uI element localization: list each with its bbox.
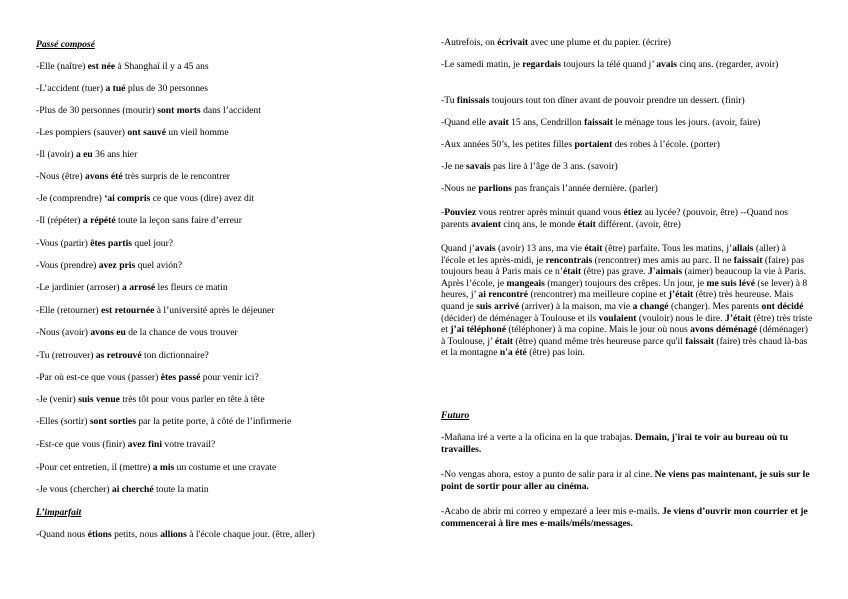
exercise-line (36, 149, 137, 160)
text-segment: (être) pas loin. (526, 347, 585, 359)
answer-text: allais (732, 243, 754, 254)
answer-text: allions (160, 529, 187, 540)
text-segment: -Elle (naître) (36, 61, 88, 72)
answer-text: était (563, 266, 582, 278)
text-segment: ton dictionnaire? (141, 350, 209, 361)
answer-text: étions (87, 529, 112, 540)
answer-text: a changé (632, 300, 669, 312)
text-segment: -Il (avoir) (36, 149, 76, 160)
answer-text: sont morts (157, 105, 201, 116)
exercise-line (441, 117, 813, 129)
answer-text: regardais (522, 59, 561, 70)
answer-text: ‘ai compris (104, 193, 151, 204)
text-segment: (être) quand même très heureuse parce qu'il (513, 335, 686, 347)
answer-text: j’ai téléphoné (450, 324, 507, 336)
exercise-line (36, 462, 276, 473)
text-segment: (rencontrer) mes amis au parc. Il ne (592, 254, 734, 266)
text-segment: -Acabo de abrir mi correo y empezaré a leer mis e-mails. (441, 506, 663, 517)
answer-text: Je viens d’ouvrir mon courrier et je commencerai à lire mes e-mails/méls/messages. (441, 506, 808, 529)
answer-text: parlions (478, 183, 512, 194)
text-segment: -Nous (être) (36, 171, 86, 182)
text-segment: (être) très heureuse. Mais quand je (441, 289, 794, 312)
text-segment: cinq ans. (regarder, avoir) (677, 59, 779, 70)
text-segment: (changer). Mes parents (668, 300, 762, 312)
text-segment: (vouloir) nous le dire. (636, 312, 725, 324)
answer-text: a mis (152, 462, 175, 473)
answer-text: avons été (85, 171, 123, 182)
text-segment: -Est-ce que vous (finir) (36, 439, 128, 450)
text-segment: quel avión? (135, 260, 183, 271)
text-segment: -Tu (441, 95, 457, 106)
answer-text: a répété (82, 215, 116, 226)
text-segment: -Elles (sortir) (36, 416, 90, 427)
text-segment: -Nous (avoir) (36, 327, 91, 338)
exercise-line (441, 59, 813, 71)
exercise-line (36, 529, 315, 540)
exercise-line (36, 260, 182, 271)
text-segment: au lycée? (pouvoir, être) --Quand nos parents (441, 207, 789, 230)
text-segment: à l’université après le déjeuner (154, 305, 275, 316)
exercise-line (36, 372, 259, 383)
answer-text: était (494, 335, 513, 347)
exercise-line (36, 350, 209, 361)
answer-text: J’était (724, 312, 752, 324)
exercise-line (36, 61, 209, 72)
text-segment: -Par où est-ce que vous (passer) (36, 372, 161, 383)
answer-text: ont décidé (761, 300, 804, 312)
text-segment: Quand j’ (441, 243, 475, 254)
exercise-line (36, 83, 208, 94)
answer-text: êtes partis (90, 238, 133, 249)
text-segment: très tôt pour vous parler en tête à tête (119, 394, 265, 405)
answer-text: me suis lévé (706, 277, 756, 289)
answer-text: J'aimais (648, 266, 683, 278)
answer-text: j’était (668, 289, 694, 301)
answer-text: ai rencontré (478, 289, 529, 301)
exercise-line (441, 139, 813, 151)
text-segment: 15 ans, Cendrillon (508, 117, 585, 128)
answer-text: faissait (733, 254, 763, 266)
answer-text: avait (488, 117, 509, 128)
text-segment: (aller) à l'école et les après-midi, je (441, 243, 787, 266)
text-segment: un costume et une cravate (174, 462, 277, 473)
text-segment: (déménager) à Toulouse, j’ (441, 324, 808, 347)
exercise-line (36, 394, 265, 405)
text-segment: (aimer) beaucoup la vie à Paris. Après l’école, je (441, 266, 807, 289)
answer-text: avais (474, 243, 496, 254)
text-segment: (manger) toujours des crêpes. Un jour, je (544, 277, 707, 289)
section-heading (36, 39, 95, 50)
text-segment: toute la matin (153, 484, 209, 495)
exercise-line (36, 105, 261, 116)
answer-text: écrivait (497, 37, 529, 48)
text-segment: -No vengas ahora, estoy a punto de salir para ir al cine. (441, 469, 655, 480)
exercise-line (36, 282, 228, 293)
exercise-line (441, 37, 813, 49)
text-segment: ce que vous (dire) avez dit (150, 193, 255, 204)
exercise-line (441, 207, 813, 230)
answer-text: avais (656, 59, 677, 70)
text-segment: de la chance de vous trouver (125, 327, 238, 338)
exercise-line (36, 171, 230, 182)
answer-text: a tué (105, 83, 126, 94)
answer-text: portaient (574, 139, 613, 150)
text-segment: (décider) de déménager à Toulouse et ils (441, 312, 599, 324)
answer-text: rencontrais (545, 254, 593, 266)
text-segment: -Le jardinier (arroser) (36, 282, 123, 293)
answer-text: a eu (75, 149, 93, 160)
exercise-line (36, 416, 291, 427)
answer-text: était (577, 218, 596, 230)
text-segment: (être) pas grave. (581, 266, 649, 278)
text-segment: -Vous (partir) (36, 238, 91, 249)
answer-text: est retournée (101, 305, 155, 316)
text-segment: vous rentrer après minuit quand vous (476, 207, 624, 218)
text-segment: différent. (avoir, être) (595, 218, 681, 230)
answer-text: étiez (623, 207, 643, 218)
text-segment: très surpris de le rencontrer (122, 171, 230, 182)
text-segment: (faire) pas toujours beau à Paris mais ce n’ (441, 254, 805, 278)
text-segment: pas lire à l’âge de 3 ans. (savoir) (490, 161, 618, 172)
text-segment: (être) parfaite. Tous les matins, j’ (602, 243, 733, 254)
text-segment: pas français l’année dernière. (parler) (511, 183, 658, 194)
text-segment: pour venir ici? (200, 372, 259, 383)
text-segment: (arriver) à la maison, ma vie (519, 300, 633, 312)
text-segment: -Nous ne (441, 183, 479, 194)
answer-text: finissais (456, 95, 490, 106)
text-segment: -Je vous (chercher) (36, 484, 112, 495)
exercise-line (36, 215, 242, 226)
answer-text: voulaient (598, 312, 637, 324)
answer-text: mangeais (506, 277, 545, 289)
answer-text: suis venue (78, 394, 120, 405)
text-segment: par la petite porte, à côté de l’infirmerie (135, 416, 292, 427)
answer-text: savais (466, 161, 491, 172)
text-segment: -Elle (retourner) (36, 305, 101, 316)
answer-text: Pouviez (444, 207, 477, 218)
text-segment: (faire) très chaud là-bas et la montagne (441, 335, 808, 359)
text-segment: plus de 30 personnes (125, 83, 209, 94)
text-segment: toute la leçon sans faire d’erreur (115, 215, 242, 226)
answer-text: as retrouvé (95, 350, 142, 361)
text-segment: -Tu (retrouver) (36, 350, 96, 361)
answer-text: faissait (584, 117, 613, 128)
answer-text: a arrosé (122, 282, 156, 293)
answer-text: avons eu (90, 327, 126, 338)
answer-text: avons déménagé (690, 324, 758, 336)
text-segment: Passé composé (36, 39, 95, 50)
text-segment: avec une plume et du papier. (écrire) (528, 37, 671, 48)
text-segment: -Pour cet entretien, il (mettre) (36, 462, 153, 473)
answer-text: sont sorties (89, 416, 136, 427)
text-segment: -Je ne (441, 161, 467, 172)
text-segment: L’imparfait (36, 507, 82, 518)
answer-text: êtes passé (160, 372, 201, 383)
exercise-line (441, 183, 813, 195)
section-heading (441, 410, 469, 421)
text-segment: -Autrefois, on (441, 37, 498, 48)
text-segment: quel jour? (132, 238, 174, 249)
answer-text: avez fini (127, 439, 163, 450)
text-segment: (se lever) à 8 heures, j’ (441, 277, 808, 301)
text-segment: -Les pompiers (sauver) (36, 127, 128, 138)
text-segment: -Aux années 50’s, les petites filles (441, 139, 575, 150)
answer-text: suis arrivé (476, 300, 520, 312)
exercise-line (36, 127, 229, 138)
text-segment: Futuro (441, 410, 470, 421)
exercise-line (36, 193, 254, 204)
answer-text: n'a été (499, 347, 527, 359)
text-segment: à Shanghaï il y a 45 ans (115, 61, 209, 72)
text-segment: - (441, 207, 445, 218)
answer-text: Demain, j'irai te voir au bureau où tu travailles. (441, 432, 789, 455)
answer-text: ai cherché (111, 484, 154, 495)
text-segment: petits, nous (111, 529, 161, 540)
text-segment: toujours tout ton dîner avant de pouvoir prendre un dessert. (finir) (489, 95, 745, 106)
text-segment: -Mañana iré a verte a la oficina en la que trabajas. (441, 432, 635, 443)
exercise-line (441, 161, 813, 173)
answer-text: était (584, 243, 603, 254)
text-segment: le ménage tous les jours. (avoir, faire) (612, 117, 761, 128)
answer-text: Ne viens pas maintenant, je suis sur le point de sortir pour aller au cinéma. (441, 469, 810, 492)
text-segment: 36 ans hier (92, 149, 138, 160)
exercise-line (441, 95, 813, 107)
answer-text: avaient (471, 218, 501, 230)
exercise-line (36, 238, 173, 249)
text-segment: dans l’accident (200, 105, 261, 116)
answer-text: ont sauvé (127, 127, 167, 138)
exercise-line (36, 327, 238, 338)
text-segment: -Vous (prendre) (36, 260, 99, 271)
exercise-line (441, 506, 813, 529)
text-segment: -Plus de 30 personnes (mourir) (36, 105, 158, 116)
text-segment: un vieil homme (166, 127, 229, 138)
text-segment: -Quand nous (36, 529, 88, 540)
text-segment: -L’accident (tuer) (36, 83, 106, 94)
text-segment: votre travail? (162, 439, 216, 450)
section-heading (36, 507, 81, 518)
text-segment: (téléphoner) à ma copine. Mais le jour où nous (506, 324, 691, 336)
text-segment: -Le samedi matin, je (441, 59, 523, 70)
answer-text: faissait (685, 335, 714, 347)
text-segment: (rencontrer) ma meilleure copine et (528, 289, 669, 301)
text-segment: (être) très triste et (441, 312, 813, 336)
text-segment: -Je (comprendre) (36, 193, 105, 204)
answer-text: avez pris (98, 260, 136, 271)
exercise-line (441, 432, 813, 455)
answer-text: est née (87, 61, 116, 72)
exercise-line (36, 305, 275, 316)
exercise-line (36, 439, 215, 450)
exercise-line (441, 469, 813, 492)
text-segment: -Quand elle (441, 117, 489, 128)
text-segment: toujours la télé quand j’ (561, 59, 657, 70)
exercise-line (36, 484, 209, 495)
text-segment: -Je (venir) (36, 394, 79, 405)
text-segment: -Il (répéter) (36, 215, 83, 226)
exercise-line (441, 243, 813, 359)
text-segment: (avoir) 13 ans, ma vie (495, 243, 585, 254)
text-segment: à l'école chaque jour. (être, aller) (186, 529, 315, 540)
text-segment: cinq ans, le monde (500, 218, 578, 230)
text-segment: des robes à l’école. (porter) (612, 139, 720, 150)
text-segment: les fleurs ce matin (155, 282, 228, 293)
